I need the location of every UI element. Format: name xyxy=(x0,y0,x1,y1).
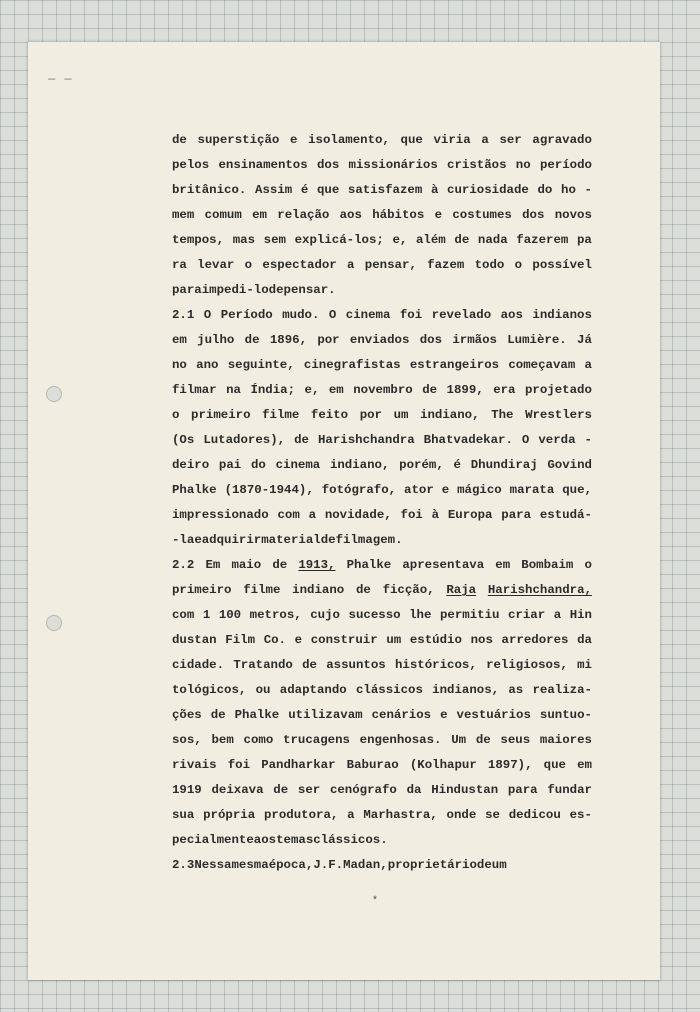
word: de xyxy=(320,533,336,547)
word: Em xyxy=(205,558,221,572)
word: cujo xyxy=(310,608,340,622)
word: impressionado xyxy=(172,508,269,522)
text-line xyxy=(172,378,592,403)
word: (Os xyxy=(172,433,195,447)
word: Hin xyxy=(569,608,592,622)
word: de xyxy=(302,658,317,672)
word: de xyxy=(454,233,470,247)
word: da xyxy=(406,783,422,797)
word: dos xyxy=(316,158,340,172)
word: possível xyxy=(532,258,592,272)
word: um xyxy=(491,858,507,872)
text-line xyxy=(172,853,592,878)
word: ho xyxy=(561,183,576,197)
word: estúdio xyxy=(409,633,462,647)
word: em xyxy=(252,208,267,222)
word: e xyxy=(294,633,303,647)
word: e xyxy=(194,533,202,547)
word: para xyxy=(501,508,532,522)
word: dos xyxy=(522,208,545,222)
word: Film xyxy=(225,633,256,647)
word: es- xyxy=(569,808,592,822)
word: deiro xyxy=(172,458,210,472)
word: filmagem. xyxy=(335,533,403,547)
word: F. xyxy=(328,858,344,872)
text-line xyxy=(172,428,592,453)
word: O xyxy=(203,308,212,322)
word: 1 xyxy=(202,608,211,622)
word: era xyxy=(493,383,516,397)
word: (Kolhapur xyxy=(409,758,477,772)
word: costumes xyxy=(452,208,512,222)
word: Hindustan xyxy=(431,783,499,797)
word: cenógrafo xyxy=(329,783,397,797)
word: ções xyxy=(172,708,202,722)
word: realiza- xyxy=(532,683,592,697)
word: indiano xyxy=(292,583,345,597)
word: e, xyxy=(392,233,408,247)
word: pai xyxy=(218,458,242,472)
word: à xyxy=(430,183,439,197)
word: Madan, xyxy=(343,858,388,872)
word: em xyxy=(172,333,187,347)
word: novembro xyxy=(353,383,413,397)
word: 1913, xyxy=(298,558,336,572)
word: O xyxy=(521,433,530,447)
word: aos xyxy=(339,208,362,222)
word: seus xyxy=(500,733,531,747)
word: (1870-1944), xyxy=(224,483,314,497)
word: as xyxy=(508,683,524,697)
word: na xyxy=(226,383,241,397)
text-line xyxy=(172,403,592,428)
word: 1896, xyxy=(269,333,308,347)
word: missionários xyxy=(348,158,438,172)
text-line xyxy=(172,303,592,328)
word: do xyxy=(250,458,266,472)
word: verda xyxy=(538,433,576,447)
word: que xyxy=(543,758,566,772)
word: Harishchandra xyxy=(317,433,415,447)
word: pensar. xyxy=(283,283,336,297)
word: filme xyxy=(243,583,281,597)
word: indiano, xyxy=(420,408,480,422)
word: o xyxy=(514,258,523,272)
word: fundar xyxy=(547,783,592,797)
word: e xyxy=(440,708,448,722)
text-line xyxy=(172,203,592,228)
word: sucesso xyxy=(348,608,401,622)
word: religiosos, xyxy=(486,658,568,672)
word: Phalke xyxy=(172,483,217,497)
word: sua xyxy=(172,808,195,822)
word: Dhundiraj xyxy=(470,458,538,472)
word: explicá-los; xyxy=(294,233,384,247)
word: espectador xyxy=(262,258,337,272)
word: estudá- xyxy=(539,508,592,522)
word: que, xyxy=(562,483,592,497)
text-line xyxy=(172,553,592,578)
word: é xyxy=(453,458,461,472)
word: o xyxy=(244,258,253,272)
text-line xyxy=(172,803,592,828)
word: Wrestlers xyxy=(525,408,592,422)
word: feito xyxy=(310,408,349,422)
text-line xyxy=(172,603,592,628)
word: filmar xyxy=(172,383,217,397)
word: de xyxy=(355,583,371,597)
word: pelos xyxy=(172,158,210,172)
word: adquirir xyxy=(201,533,262,547)
word: vestuários xyxy=(456,708,531,722)
word: Bhatvadekar. xyxy=(423,433,513,447)
word: primeiro xyxy=(172,583,232,597)
word: e, xyxy=(304,383,320,397)
word: seguinte, xyxy=(227,358,295,372)
word: isolamento, xyxy=(308,133,390,147)
word: Bombaim xyxy=(521,558,574,572)
word: ser xyxy=(297,783,321,797)
word: pecialmente xyxy=(172,833,254,847)
punch-hole-bottom xyxy=(46,615,62,631)
word: clássicos xyxy=(355,683,423,697)
word: onde xyxy=(446,808,477,822)
word: Govind xyxy=(547,458,592,472)
word: e xyxy=(434,208,443,222)
word: de xyxy=(172,133,187,147)
word: mas xyxy=(232,233,256,247)
word: material xyxy=(261,533,321,547)
word: cinegrafistas xyxy=(303,358,401,372)
word: porém, xyxy=(399,458,444,472)
word: enviados xyxy=(349,333,410,347)
word: maiores xyxy=(539,733,592,747)
word: viria xyxy=(433,133,471,147)
word: proprietário xyxy=(387,858,477,872)
word: com xyxy=(172,608,195,622)
word: históricos, xyxy=(395,658,477,672)
word: por xyxy=(317,333,340,347)
word: ser xyxy=(499,133,522,147)
word: ensinamentos xyxy=(218,158,308,172)
word: de xyxy=(422,383,438,397)
word: para xyxy=(172,283,202,297)
word: engenhosas. xyxy=(359,733,442,747)
word: a xyxy=(584,358,592,372)
word: em xyxy=(328,383,344,397)
word: 1897), xyxy=(487,758,533,772)
text-line xyxy=(172,703,592,728)
word: Phalke xyxy=(234,708,280,722)
word: de xyxy=(294,433,309,447)
word: deixava xyxy=(211,783,264,797)
word: o xyxy=(172,408,180,422)
word: em xyxy=(577,758,592,772)
word: mágico xyxy=(457,483,502,497)
word: The xyxy=(491,408,514,422)
word: mi xyxy=(577,658,592,672)
word: J. xyxy=(313,858,329,872)
word: mudo. xyxy=(282,308,320,322)
word: própria xyxy=(203,808,256,822)
word: britânico. xyxy=(172,183,247,197)
text-line xyxy=(172,753,592,778)
text-line xyxy=(172,328,592,353)
word: permitiu xyxy=(439,608,500,622)
word: pa xyxy=(577,233,592,247)
word: do xyxy=(537,183,553,197)
word: indianos xyxy=(532,308,592,322)
word: revelado xyxy=(431,308,492,322)
word: a xyxy=(347,808,355,822)
word: Pandharkar xyxy=(261,758,336,772)
word: cristãos xyxy=(447,158,507,172)
word: de xyxy=(210,708,226,722)
word: aos xyxy=(500,308,523,322)
word: de xyxy=(273,783,289,797)
word: um xyxy=(386,633,402,647)
word: impedi-lo xyxy=(201,283,269,297)
word: estrangeiros xyxy=(409,358,500,372)
bottom-mark: * xyxy=(372,896,379,907)
word: Período xyxy=(220,308,273,322)
word: lhe xyxy=(409,608,432,622)
word: assuntos xyxy=(326,658,386,672)
word: para xyxy=(507,783,538,797)
word: levar xyxy=(197,258,235,272)
word: Assim xyxy=(255,183,293,197)
text-line xyxy=(172,478,592,503)
punch-hole-top xyxy=(46,386,62,402)
word: 2.1 xyxy=(172,308,195,322)
word: produtora, xyxy=(263,808,339,822)
word: Já xyxy=(577,333,592,347)
word: é xyxy=(300,183,309,197)
word: filme xyxy=(262,408,300,422)
word: Europa xyxy=(447,508,493,522)
word: Marhastra, xyxy=(363,808,438,822)
word: apresentava xyxy=(402,558,485,572)
word: marata xyxy=(509,483,555,497)
text-line xyxy=(172,728,592,753)
word: adaptando xyxy=(279,683,347,697)
word: começavam xyxy=(508,358,576,372)
word: 100 xyxy=(218,608,242,622)
word: cidade. xyxy=(172,658,225,672)
word: O xyxy=(328,308,337,322)
word: como xyxy=(243,733,274,747)
text-line xyxy=(172,278,592,303)
text-line xyxy=(172,353,592,378)
word: um xyxy=(393,408,409,422)
word: curiosidade xyxy=(447,183,529,197)
word: - xyxy=(584,183,592,197)
word: 2.2 xyxy=(172,558,195,572)
word: trucagens xyxy=(283,733,350,747)
word: nada xyxy=(477,233,508,247)
text-line xyxy=(172,253,592,278)
word: a xyxy=(347,258,355,272)
word: mem xyxy=(172,208,195,222)
word: da xyxy=(577,633,592,647)
word: -la xyxy=(172,533,195,547)
word: rivais xyxy=(172,758,217,772)
word: indianos, xyxy=(432,683,500,697)
word: maio xyxy=(231,558,262,572)
text-line xyxy=(172,453,592,478)
word: arredores xyxy=(501,633,569,647)
word: Um xyxy=(451,733,467,747)
word: metros, xyxy=(249,608,302,622)
word: relação xyxy=(277,208,330,222)
word: dustan xyxy=(172,633,217,647)
word: ra xyxy=(172,258,187,272)
word: sos, xyxy=(172,733,202,747)
word: Co. xyxy=(263,633,286,647)
word: agravado xyxy=(532,133,592,147)
word: novos xyxy=(554,208,592,222)
word: aos xyxy=(253,833,277,847)
word: se xyxy=(485,808,500,822)
word: clássicos. xyxy=(313,833,388,847)
corner-mark: — — xyxy=(48,72,73,86)
text-line xyxy=(172,228,592,253)
word: primeiro xyxy=(191,408,251,422)
word: julho xyxy=(197,333,235,347)
word: irmãos xyxy=(452,333,497,347)
word: sem xyxy=(263,233,286,247)
word: ou xyxy=(255,683,271,697)
word: satisfazem xyxy=(347,183,423,197)
word: cinema xyxy=(345,308,391,322)
word: a xyxy=(553,608,562,622)
text-line xyxy=(172,778,592,803)
text-line xyxy=(172,128,592,153)
word: fotógrafo, xyxy=(321,483,397,497)
word: e xyxy=(441,483,450,497)
word: nos xyxy=(470,633,493,647)
word: indiano, xyxy=(329,458,390,472)
word: suntuo- xyxy=(539,708,592,722)
word: tológicos, xyxy=(172,683,247,697)
word: o xyxy=(584,558,592,572)
word: que xyxy=(400,133,423,147)
word: construir xyxy=(310,633,378,647)
word: 1919 xyxy=(172,783,202,797)
word: Harishchandra, xyxy=(487,583,592,597)
word: Lumière. xyxy=(507,333,567,347)
word: comum xyxy=(204,208,242,222)
word: mesma xyxy=(231,858,269,872)
word: e xyxy=(289,133,298,147)
word: foi xyxy=(400,508,423,522)
word: pensar, xyxy=(364,258,417,272)
word: à xyxy=(431,508,440,522)
word: período xyxy=(539,158,592,172)
word: a xyxy=(308,508,317,522)
word: com xyxy=(277,508,300,522)
word: além xyxy=(416,233,446,247)
word: dedicou xyxy=(508,808,561,822)
word: de xyxy=(244,333,260,347)
word: fazem xyxy=(427,258,465,272)
word: todo xyxy=(474,258,505,272)
word: ficção, xyxy=(382,583,435,597)
word: cinema xyxy=(275,458,321,472)
text-line xyxy=(172,828,592,853)
word: de xyxy=(475,733,491,747)
word: que xyxy=(316,183,340,197)
text-line xyxy=(172,503,592,528)
word: foi xyxy=(227,758,251,772)
word: - xyxy=(584,433,592,447)
text-line xyxy=(172,178,592,203)
word: cenários xyxy=(371,708,432,722)
word: de xyxy=(476,858,492,872)
word: hábitos xyxy=(372,208,425,222)
word: Raja xyxy=(446,583,477,597)
word: novidade, xyxy=(324,508,392,522)
word: de xyxy=(272,558,288,572)
text-line xyxy=(172,578,592,603)
word: por xyxy=(359,408,382,422)
word: fazerem xyxy=(516,233,569,247)
word: 1899, xyxy=(446,383,484,397)
word: superstição xyxy=(197,133,280,147)
word: de xyxy=(268,283,284,297)
word: Phalke xyxy=(346,558,392,572)
word: no xyxy=(515,158,531,172)
word: Baburao xyxy=(346,758,399,772)
word: temas xyxy=(276,833,314,847)
word: criar xyxy=(508,608,546,622)
text-line xyxy=(172,628,592,653)
word: foi xyxy=(399,308,423,322)
word: Lutadores), xyxy=(203,433,286,447)
word: ano xyxy=(196,358,219,372)
text-line xyxy=(172,153,592,178)
text-line xyxy=(172,653,592,678)
word: Tratando xyxy=(233,658,293,672)
word: bem xyxy=(211,733,234,747)
typewritten-text xyxy=(172,128,592,878)
text-line xyxy=(172,528,592,553)
word: época, xyxy=(268,858,314,872)
word: em xyxy=(495,558,511,572)
word: utilizavam xyxy=(288,708,363,722)
word: dos xyxy=(419,333,443,347)
word: Índia; xyxy=(250,383,296,397)
word: no xyxy=(172,358,187,372)
word: tempos, xyxy=(172,233,225,247)
text-line xyxy=(172,678,592,703)
word: a xyxy=(481,133,489,147)
word: 2.3 xyxy=(172,858,195,872)
word: projetado xyxy=(524,383,592,397)
word: Nessa xyxy=(194,858,232,872)
word: ator xyxy=(404,483,434,497)
